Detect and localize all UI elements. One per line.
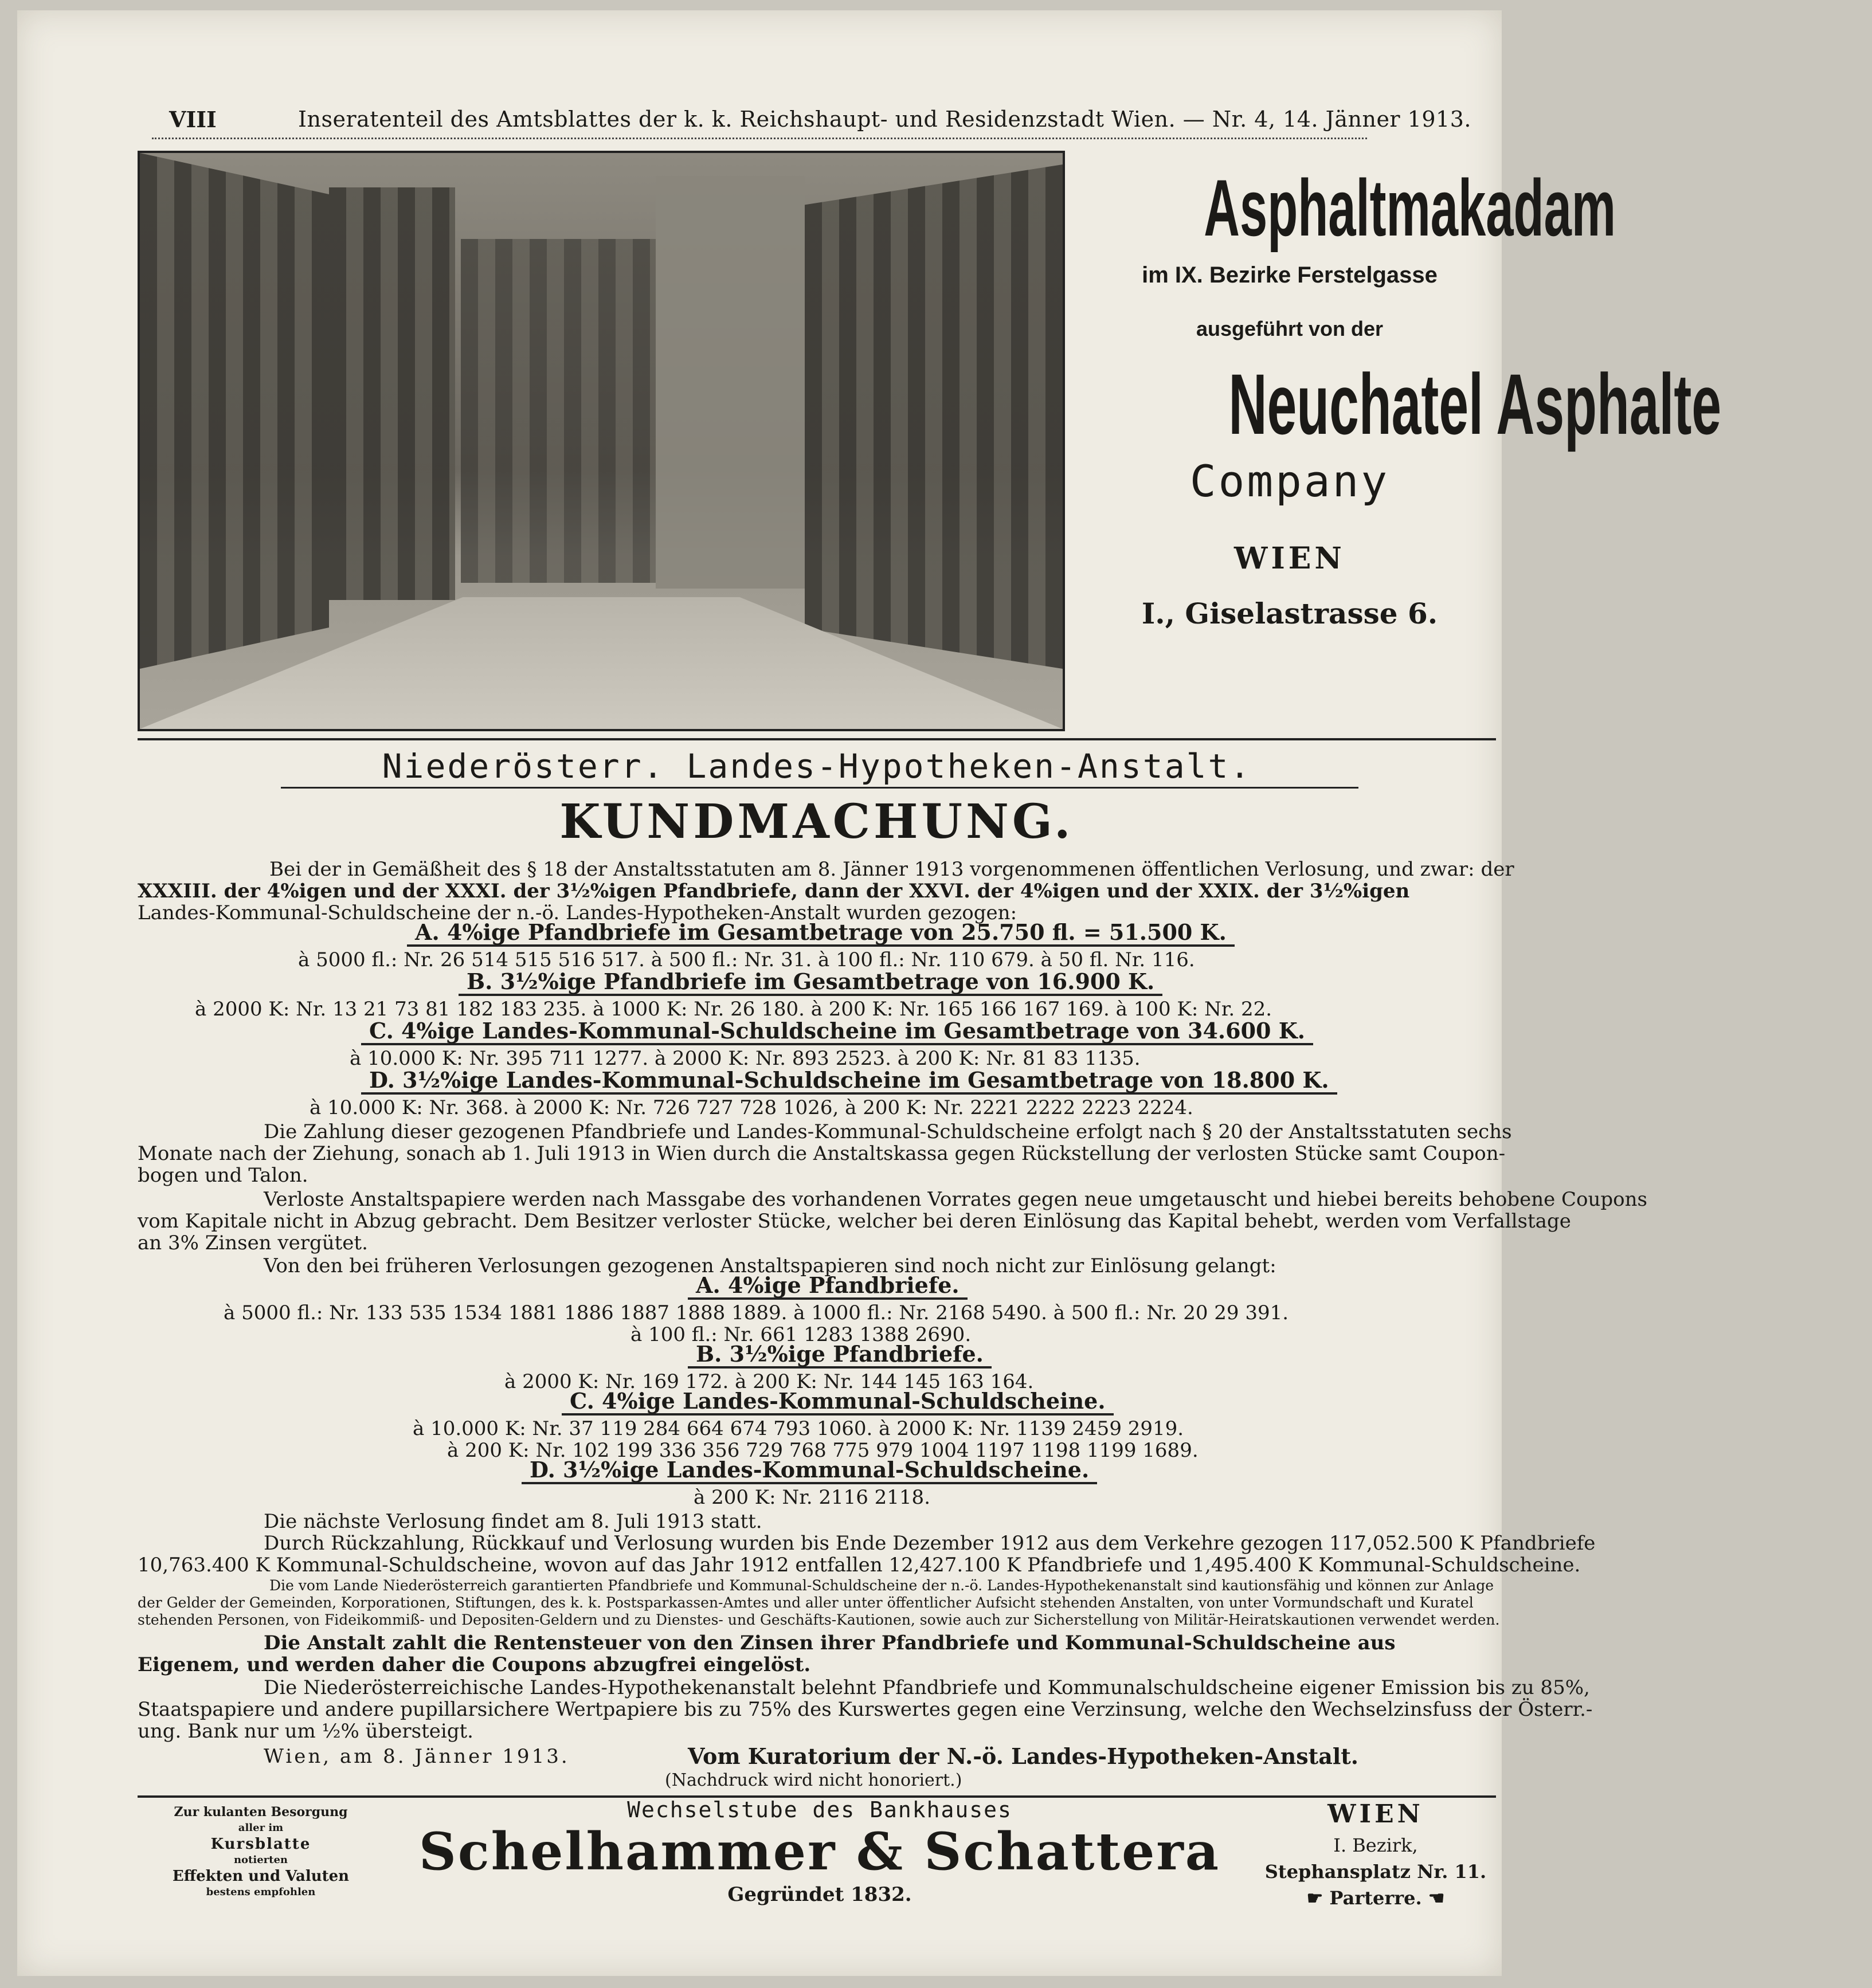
bank-ad-top-line: Wechselstube des Bankhauses — [627, 1797, 1012, 1822]
ad-headline: Asphaltmakadam — [1204, 163, 1616, 253]
prev-b-line: à 2000 K: Nr. 169 172. à 200 K: Nr. 144 145 163 164. — [504, 1370, 1034, 1393]
section-c-heading: C. 4%ige Landes-Kommunal-Schuldscheine im Gesamtbetrage von 34.600 K. — [361, 1020, 1313, 1045]
exchange-line-2: vom Kapitale nicht in Abzug gebracht. Dem Besitzer verloster Stücke, welcher bei deren Einlösung das Kapital behebt, werden vom Verfallstage — [138, 1210, 1571, 1233]
section-d-line: à 10.000 K: Nr. 368. à 2000 K: Nr. 726 727 728 1026, à 200 K: Nr. 2221 2222 2223 2224. — [310, 1096, 1193, 1119]
notice-signature: Vom Kuratorium der N.-ö. Landes-Hypotheken-Anstalt. — [688, 1743, 1359, 1769]
prev-a-line-1: à 5000 fl.: Nr. 133 535 1534 1881 1886 1887 1888 1889. à 1000 fl.: Nr. 2168 5490. à 500 fl.: Nr. 20 29 391. — [224, 1301, 1289, 1324]
prev-d-line: à 200 K: Nr. 2116 2118. — [694, 1486, 930, 1509]
small-print-line-1: Die vom Lande Niederösterreich garantierten Pfandbriefe und Kommunal-Schuldscheine der n.-ö. Landes-Hypothekenanstalt sind kautionsfähig und können zur Anlage — [269, 1577, 1494, 1594]
reprint-note: (Nachdruck wird nicht honoriert.) — [665, 1770, 962, 1790]
section-a-line: à 5000 fl.: Nr. 26 514 515 516 517. à 500 fl.: Nr. 31. à 100 fl.: Nr. 110 679. à 50 fl. Nr. 116. — [298, 948, 1195, 971]
next-draw-line: Die nächste Verlosung findet am 8. Juli 1913 statt. — [264, 1510, 762, 1533]
exchange-line-3: an 3% Zinsen vergütet. — [138, 1232, 368, 1254]
loan-line-3: ung. Bank nur um ½% übersteigt. — [138, 1720, 473, 1743]
prev-c-heading: C. 4%ige Landes-Kommunal-Schuldscheine. — [562, 1390, 1114, 1415]
prev-a-line-2: à 100 fl.: Nr. 661 1283 1388 2690. — [630, 1323, 972, 1346]
bank-left-line-6: bestens empfohlen — [206, 1886, 316, 1898]
section-b-line: à 2000 K: Nr. 13 21 73 81 182 183 235. à 1000 K: Nr. 26 180. à 200 K: Nr. 165 166 167 169. à 100 K: Nr. 22. — [195, 998, 1272, 1021]
institution-name: Niederösterr. Landes-Hypotheken-Anstalt. — [382, 747, 1252, 786]
prev-c-line-2: à 200 K: Nr. 102 199 336 356 729 768 775 979 1004 1197 1198 1199 1689. — [447, 1439, 1199, 1462]
intro-line-3: Landes-Kommunal-Schuldscheine der n.-ö. Landes-Hypotheken-Anstalt wurden gezogen: — [138, 901, 1017, 924]
ad-city: WIEN — [1234, 541, 1345, 576]
tax-line-1: Die Anstalt zahlt die Rentensteuer von den Zinsen ihrer Pfandbriefe und Kommunal-Schuldscheine aus — [264, 1632, 1396, 1654]
notice-date: Wien, am 8. Jänner 1913. — [264, 1745, 570, 1768]
bank-right-district: I. Bezirk, — [1333, 1834, 1418, 1856]
small-print-line-2: der Gelder der Gemeinden, Korporationen, Stiftungen, des k. k. Postsparkassen-Amtes und aller unter öffentlicher Aufsicht stehenden Anstalten, von unter Vormundschaft und Kuratel — [138, 1594, 1474, 1611]
bank-right-city: WIEN — [1327, 1799, 1424, 1829]
section-rule — [138, 738, 1496, 740]
ad-company-name: Neuchatel Asphalte — [1228, 356, 1722, 452]
asphalt-ad — [1078, 159, 1722, 630]
bank-left-line-3: Kursblatte — [210, 1836, 311, 1853]
small-print-line-3: stehenden Personen, von Fideikommiß- und Depositen-Geldern und zu Dienstes- und Geschäfts-Kautionen, sowie auch zur Sicherstellung von Militär-Heiratskautionen verwendet werden. — [138, 1611, 1500, 1628]
institution-underline — [281, 787, 1358, 789]
bank-right-street: Stephansplatz Nr. 11. — [1264, 1861, 1487, 1883]
section-d-heading: D. 3½%ige Landes-Kommunal-Schuldscheine im Gesamtbetrage von 18.800 K. — [361, 1069, 1337, 1095]
prev-b-heading: B. 3½%ige Pfandbriefe. — [688, 1343, 992, 1369]
bank-left-line-2: aller im — [238, 1822, 284, 1834]
payment-line-3: bogen und Talon. — [138, 1164, 308, 1187]
pointing-hand-icon: ☚ — [1421, 1887, 1445, 1909]
page-number: VIII — [169, 107, 217, 132]
bank-ad-founded: Gegründet 1832. — [727, 1883, 912, 1906]
prev-c-line-1: à 10.000 K: Nr. 37 119 284 664 674 793 1060. à 2000 K: Nr. 1139 2459 2919. — [413, 1417, 1184, 1440]
page-header-title: Inseratenteil des Amtsblattes der k. k. Reichshaupt- und Residenzstadt Wien. — Nr. 4, 14. Jänner 1913. — [298, 107, 1471, 132]
bank-ad-left — [140, 1804, 381, 1900]
ad-address: I., Giselastrasse 6. — [1141, 597, 1438, 630]
redemption-line-2: 10,763.400 K Kommunal-Schuldscheine, wovon auf das Jahr 1912 entfallen 12,427.100 K Pfandbriefe und 1,495.400 K Kommunal-Schuldscheine. — [138, 1554, 1581, 1577]
notice-title: KUNDMACHUNG. — [559, 794, 1074, 849]
loan-line-1: Die Niederösterreichische Landes-Hypothekenanstalt belehnt Pfandbriefe und Kommunalschuldscheine eigener Emission bis zu 85%, — [264, 1676, 1590, 1699]
prev-d-heading: D. 3½%ige Landes-Kommunal-Schuldscheine. — [522, 1459, 1097, 1484]
header-rule — [152, 130, 1367, 139]
bank-left-line-5: Effekten und Valuten — [172, 1868, 350, 1885]
intro-line-1: Bei der in Gemäßheit des § 18 der Anstaltsstatuten am 8. Jänner 1913 vorgenommenen öffentlichen Verlosung, und zwar: der — [269, 858, 1514, 881]
section-c-line: à 10.000 K: Nr. 395 711 1277. à 2000 K: Nr. 893 2523. à 200 K: Nr. 81 83 1135. — [350, 1047, 1141, 1070]
prev-a-heading: A. 4%ige Pfandbriefe. — [688, 1275, 968, 1300]
section-b-heading: B. 3½%ige Pfandbriefe im Gesamtbetrage von 16.900 K. — [459, 971, 1162, 996]
bank-left-line-1: Zur kulanten Besorgung — [174, 1805, 348, 1820]
bank-ad-name: Schelhammer & Schattera — [418, 1821, 1221, 1882]
newspaper-page — [17, 10, 1722, 1976]
section-a-heading: A. 4%ige Pfandbriefe im Gesamtbetrage von 25.750 fl. = 51.500 K. — [407, 922, 1235, 947]
pointing-hand-icon: ☛ — [1306, 1887, 1330, 1909]
payment-line-2: Monate nach der Ziehung, sonach ab 1. Juli 1913 in Wien durch die Anstaltskassa gegen Rückstellung der verlosten Stücke samt Coupon- — [138, 1142, 1506, 1165]
exchange-line-1: Verloste Anstaltspapiere werden nach Massgabe des vorhandenen Vorrates gegen neue umgetauscht und hiebei bereits behobene Coupons — [264, 1188, 1647, 1211]
ad-line-2: ausgeführt von der — [1196, 317, 1384, 340]
loan-line-2: Staatspapiere und andere pupillarsichere Wertpapiere bis zu 75% des Kurswertes gegen eine Verzinsung, welche den Wechselzinsfuss der Österr.- — [138, 1698, 1593, 1721]
bank-ad-right — [1255, 1799, 1496, 1909]
payment-line-1: Die Zahlung dieser gezogenen Pfandbriefe und Landes-Kommunal-Schuldscheine erfolgt nach § 20 der Anstaltsstatuten sechs — [264, 1120, 1512, 1143]
ad-line-1: im IX. Bezirke Ferstelgasse — [1142, 262, 1438, 288]
previous-draws-intro: Von den bei früheren Verlosungen gezogenen Anstaltspapieren sind noch nicht zur Einlösung gelangt: — [264, 1254, 1276, 1277]
street-photo — [138, 151, 1065, 731]
ad-company-word: Company — [1189, 456, 1390, 507]
redemption-line-1: Durch Rückzahlung, Rückkauf und Verlosung wurden bis Ende Dezember 1912 aus dem Verkehre gezogen 117,052.500 K Pfandbriefe — [264, 1532, 1596, 1555]
bank-left-line-4: notierten — [233, 1854, 288, 1866]
bank-right-floor: ☛ Parterre. ☚ — [1306, 1887, 1445, 1909]
tax-line-2: Eigenem, und werden daher die Coupons abzugfrei eingelöst. — [138, 1653, 811, 1676]
intro-line-2: XXXIII. der 4%igen und der XXXI. der 3½%igen Pfandbriefe, dann der XXVI. der 4%igen und der XXIX. der 3½%igen — [138, 880, 1410, 903]
